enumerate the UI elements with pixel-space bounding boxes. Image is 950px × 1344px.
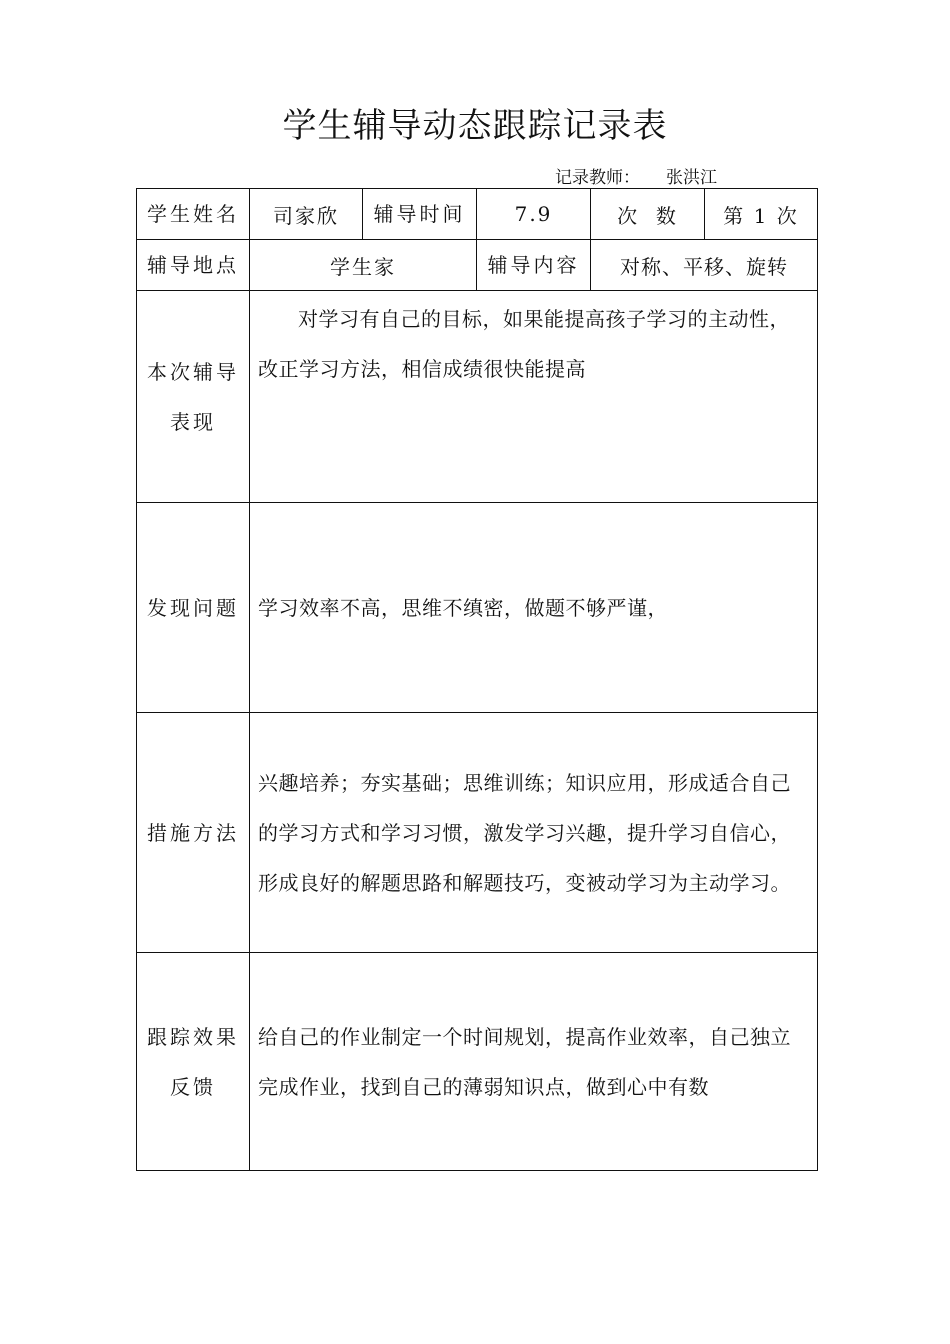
tutoring-content-label: 辅导内容: [477, 240, 591, 291]
performance-label-line1: 本次辅导: [147, 359, 239, 384]
page-title: 学生辅导动态跟踪记录表: [282, 106, 668, 146]
record-table: [136, 188, 818, 1171]
problems-label: 发现问题: [137, 503, 250, 713]
problems-text: 学习效率不高，思维不缜密，做题不够严谨，: [250, 503, 818, 713]
recorder-label: 记录教师：: [555, 168, 640, 188]
student-name-value: 司家欣: [250, 189, 363, 240]
feedback-label-line1: 跟踪效果: [147, 1024, 239, 1049]
session-count-value: 第 1 次: [705, 189, 818, 240]
table-row: [137, 291, 818, 503]
performance-label-line2: 表现: [170, 409, 216, 434]
table-row: [137, 189, 818, 240]
performance-label: [137, 291, 250, 503]
tutoring-time-value: 7.9: [477, 189, 591, 240]
tutoring-place-value: 学生家: [250, 240, 477, 291]
recorder-name: 张洪江: [666, 168, 717, 188]
table-row: [137, 953, 818, 1171]
feedback-text: 给自己的作业制定一个时间规划，提高作业效率，自己独立完成作业，找到自己的薄弱知识点，做到心中有数: [250, 953, 818, 1171]
tutoring-content-value: 对称、平移、旋转: [591, 240, 818, 291]
session-count-label: 次 数: [591, 189, 705, 240]
recorder-line: [555, 163, 802, 189]
table-row: [137, 240, 818, 291]
table-row: [137, 713, 818, 953]
feedback-label-line2: 反馈: [170, 1074, 216, 1099]
performance-text: 对学习有自己的目标，如果能提高孩子学习的主动性，改正学习方法，相信成绩很快能提高: [258, 307, 790, 381]
measures-text: 兴趣培养；夯实基础；思维训练；知识应用，形成适合自己的学习方式和学习习惯，激发学习兴趣，提升学习自信心，形成良好的解题思路和解题技巧，变被动学习为主动学习。: [250, 713, 818, 953]
student-name-label: 学生姓名: [137, 189, 250, 240]
tutoring-place-label: 辅导地点: [137, 240, 250, 291]
measures-label: 措施方法: [137, 713, 250, 953]
performance-text-cell: [250, 291, 818, 503]
feedback-label: [137, 953, 250, 1171]
recorder-name-field: [644, 163, 802, 189]
table-row: [137, 503, 818, 713]
tutoring-time-label: 辅导时间: [363, 189, 477, 240]
